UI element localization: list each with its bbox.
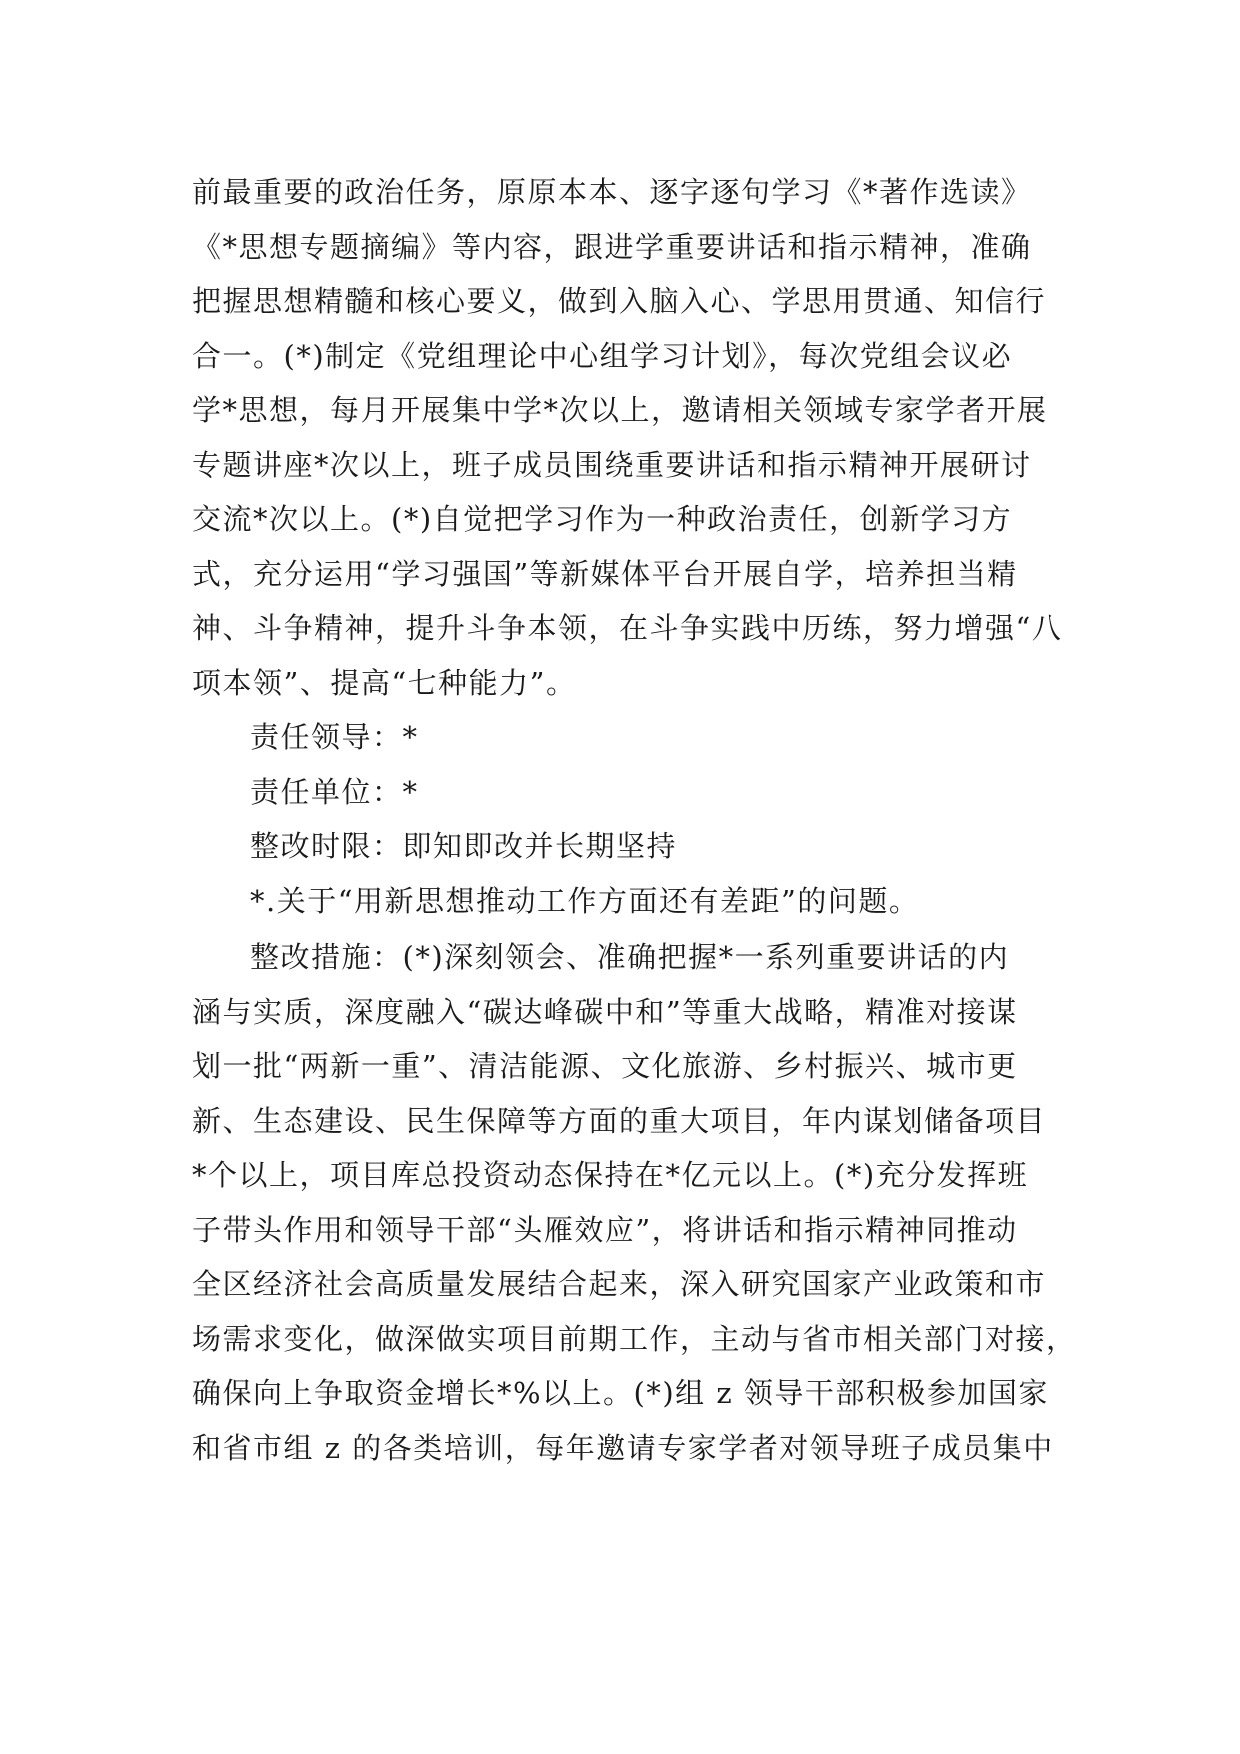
paragraph-line: 前最重要的政治任务，原原本本、逐字逐句学习《*著作选读》 xyxy=(192,175,1032,209)
paragraph-line: 全区经济社会高质量发展结合起来，深入研究国家产业政策和市 xyxy=(192,1267,1047,1301)
paragraph-line: 确保向上争取资金增长*%以上。(*)组 z 领导干部积极参加国家 xyxy=(192,1376,1049,1410)
paragraph-line: 子带头作用和领导干部“头雁效应”，将讲话和指示精神同推动 xyxy=(192,1212,1018,1247)
paragraph-line: 合一。(*)制定《党组理论中心组学习计划》，每次党组会议必 xyxy=(192,338,1013,373)
paragraph-line: 项本领”、提高“七种能力”。 xyxy=(192,665,577,700)
paragraph-line: 涵与实质，深度融入“碳达峰碳中和”等重大战略，精准对接谋 xyxy=(192,994,1018,1029)
paragraph-line: 新、生态建设、民生保障等方面的重大项目，年内谋划储备项目 xyxy=(192,1103,1047,1138)
paragraph-line: 学*思想，每月开展集中学*次以上，邀请相关领域专家学者开展 xyxy=(192,393,1048,427)
study-measures-paragraph xyxy=(192,165,1072,710)
paragraph-line: 场需求变化，做深做实项目前期工作，主动与省市相关部门对接， xyxy=(192,1321,1077,1356)
deadline-line: 整改时限：即知即改并长期坚持 xyxy=(250,829,678,863)
paragraph-line: 划一批“两新一重”、清洁能源、文化旅游、乡村振兴、城市更 xyxy=(192,1049,1018,1083)
paragraph-line: 式，充分运用“学习强国”等新媒体平台开展自学，培养担当精 xyxy=(192,556,1018,591)
rectification-measures-paragraph xyxy=(192,930,1077,1475)
responsible-leader-line: 责任领导：* xyxy=(250,720,419,754)
paragraph-line: 《*思想专题摘编》等内容，跟进学重要讲话和指示精神，准确 xyxy=(192,229,1032,264)
paragraph-line: 整改措施：(*)深刻领会、准确把握*一系列重要讲话的内 xyxy=(250,940,1010,974)
paragraph-line: 把握思想精髓和核心要义，做到入脑入心、学思用贯通、知信行 xyxy=(192,284,1047,318)
issue-heading: *.关于“用新思想推动工作方面还有差距”的问题。 xyxy=(250,883,920,918)
paragraph-line: *个以上，项目库总投资动态保持在*亿元以上。(*)充分发挥班 xyxy=(192,1158,1029,1192)
paragraph-line: 专题讲座*次以上，班子成员围绕重要讲话和指示精神开展研讨 xyxy=(192,447,1032,482)
document-body xyxy=(192,165,1077,1475)
paragraph-line: 交流*次以上。(*)自觉把学习作为一种政治责任，创新学习方 xyxy=(192,502,1013,536)
paragraph-line: 和省市组 z 的各类培训，每年邀请专家学者对领导班子成员集中 xyxy=(192,1430,1054,1465)
responsible-unit-line: 责任单位：* xyxy=(250,774,419,809)
paragraph-line: 神、斗争精神，提升斗争本领，在斗争实践中历练，努力增强“八 xyxy=(192,611,1063,645)
